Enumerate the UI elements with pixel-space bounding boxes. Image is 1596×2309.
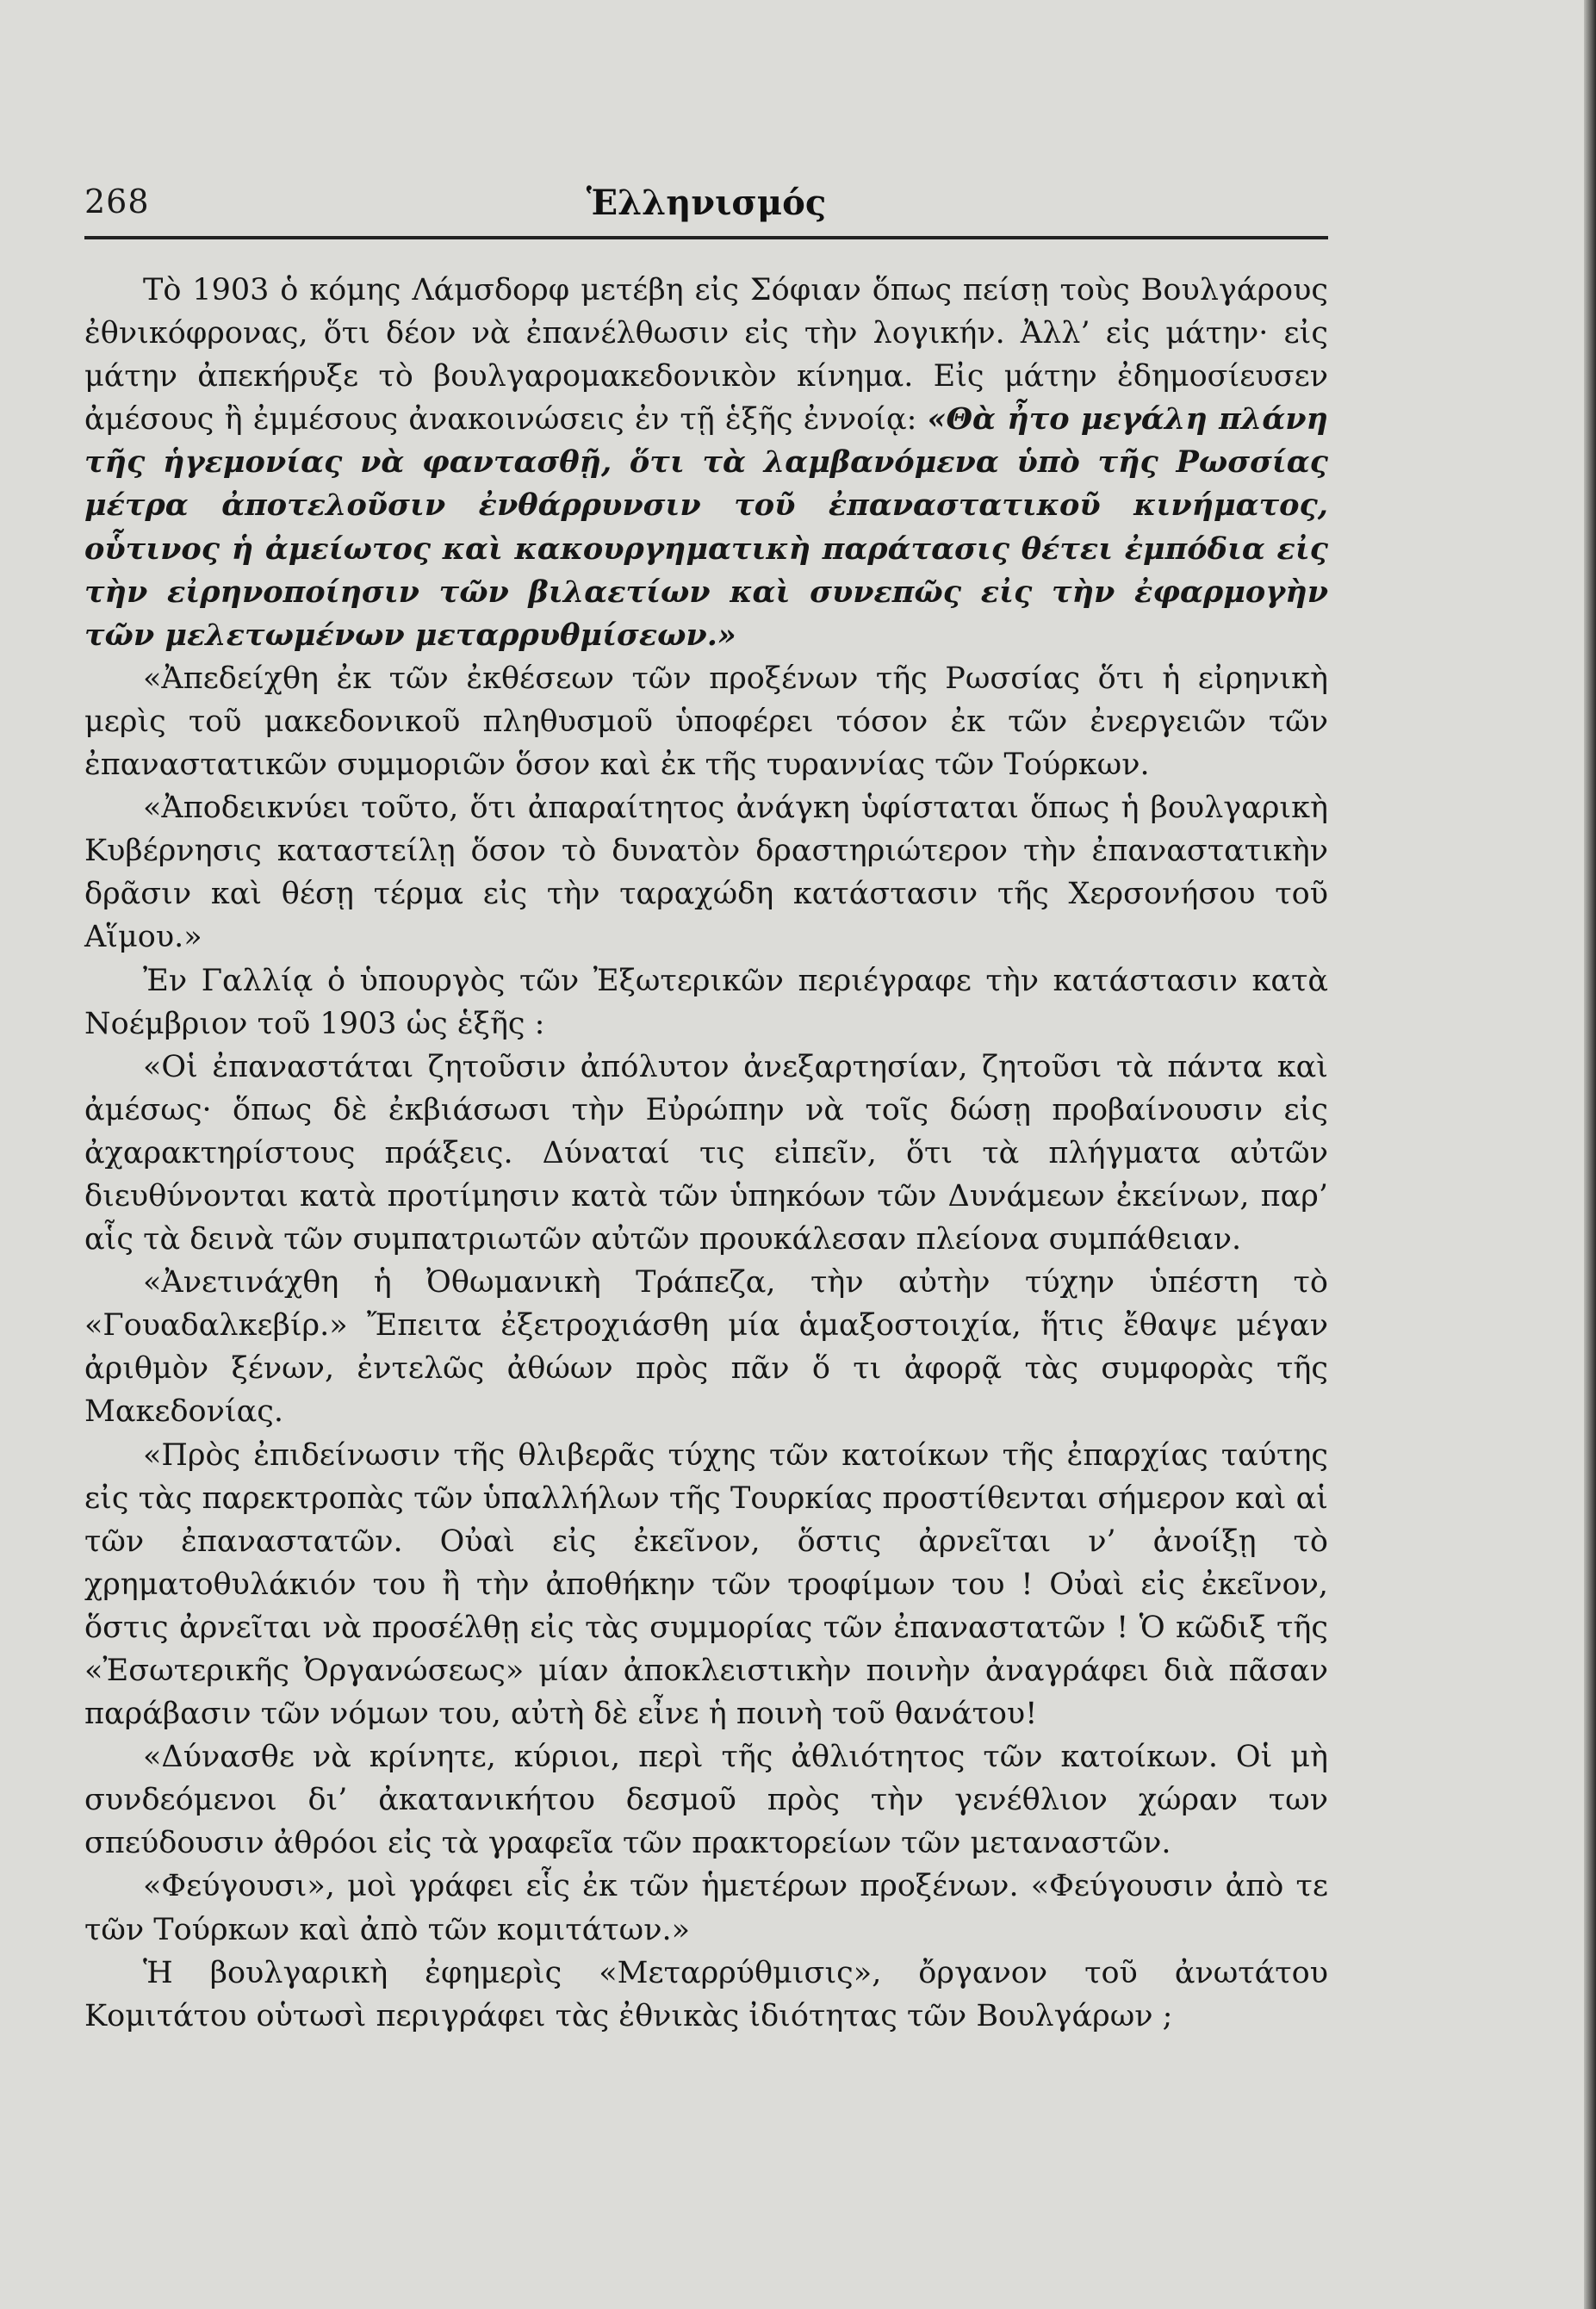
running-title: Ἑλληνισμός bbox=[586, 183, 827, 223]
paragraph: «Ἀποδεικνύει τοῦτο, ὅτι ἀπαραίτητος ἀνάγκη ὑφίσταται ὅπως ἡ βουλγαρικὴ Κυβέρνησις καταστείλῃ ὅσον τὸ δυνατὸν δραστηριώτερον τὴν ἐπαναστατικὴν δρᾶσιν καὶ θέσῃ τέρμα εἰς τὴν ταραχώδη κατάστασιν τῆς Χερσονήσου τοῦ Αἵμου.» bbox=[84, 791, 1328, 955]
quoted-statement: «Θὰ ἦτο μεγάλη πλάνη τῆς ἡγεμονίας νὰ φαντασθῇ, ὅτι τὰ λαμβανόμενα ὑπὸ τῆς Ρωσσίας μέτρα ἀποτελοῦσιν ἐνθάρρυνσιν τοῦ ἐπαναστατικοῦ κινήματος, οὗτινος ἡ ἀμείωτος καὶ κακουργηματικὴ παράτασις θέτει ἐμπόδια εἰς τὴν εἰρηνοποίησιν τῶν βιλαετίων καὶ συνεπῶς εἰς τὴν ἐφαρμογὴν τῶν μελετωμένων μεταρρυθμίσεων.» bbox=[84, 401, 1328, 653]
paragraph: «Πρὸς ἐπιδείνωσιν τῆς θλιβερᾶς τύχης τῶν κατοίκων τῆς ἐπαρχίας ταύτης εἰς τὰς παρεκτροπὰς τῶν ὑπαλλήλων τῆς Τουρκίας προστίθενται σήμερον καὶ αἱ τῶν ἐπαναστατῶν. Οὐαὶ εἰς ἐκεῖνον, ὅστις ἀρνεῖται ν’ ἀνοίξῃ τὸ χρηματοθυλάκιόν του ἢ τὴν ἀποθήκην τῶν τροφίμων του ! Οὐαὶ εἰς ἐκεῖνον, ὅστις ἀρνεῖται νὰ προσέλθῃ εἰς τὰς συμμορίας τῶν ἐπαναστατῶν ! Ὁ κῶδιξ τῆς «Ἐσωτερικῆς Ὀργανώσεως» μίαν ἀποκλειστικὴν ποινὴν ἀναγράφει διὰ πᾶσαν παράβασιν τῶν νόμων του, αὐτὴ δὲ εἶνε ἡ ποινὴ τοῦ θανάτου! bbox=[84, 1437, 1328, 1732]
header-rule bbox=[84, 236, 1328, 239]
body-text bbox=[84, 269, 1328, 2038]
paragraph-lead: Τὸ 1903 ὁ κόμης Λάμσδορφ μετέβη εἰς Σόφιαν ὅπως πείσῃ τοὺς Βουλγάρους ἐθνικόφρονας, ὅτι δέον νὰ ἐπανέλθωσιν εἰς τὴν λογικήν. Ἀλλ’ εἰς μάτην· εἰς μάτην ἀπεκήρυξε τὸ βουλγαρομακεδονικὸν κίνημα. Εἰς μάτην ἐδημοσίευσεν ἀμέσους ἢ ἐμμέσους ἀνακοινώσεις ἐν τῇ ἑξῆς ἐννοίᾳ: bbox=[84, 273, 1328, 438]
paragraph bbox=[84, 269, 1328, 657]
paragraph: «Ἀπεδείχθη ἐκ τῶν ἐκθέσεων τῶν προξένων τῆς Ρωσσίας ὅτι ἡ εἰρηνικὴ μερὶς τοῦ μακεδονικοῦ πληθυσμοῦ ὑποφέρει τόσον ἐκ τῶν ἐνεργειῶν τῶν ἐπαναστατικῶν συμμοριῶν ὅσον καὶ ἐκ τῆς τυραννίας τῶν Τούρκων. bbox=[84, 661, 1328, 783]
page-header bbox=[84, 183, 1328, 234]
paragraph: «Φεύγουσι», μοὶ γράφει εἷς ἐκ τῶν ἡμετέρων προξένων. «Φεύγουσιν ἀπὸ τε τῶν Τούρκων καὶ ἀπὸ τῶν κομιτάτων.» bbox=[84, 1869, 1328, 1947]
paragraph: «Δύνασθε νὰ κρίνητε, κύριοι, περὶ τῆς ἀθλιότητος τῶν κατοίκων. Οἱ μὴ συνδεόμενοι δι’ ἀκατανικήτου δεσμοῦ πρὸς τὴν γενέθλιον χώραν των σπεύδουσιν ἀθρόοι εἰς τὰ γραφεῖα τῶν πρακτορείων τῶν μεταναστῶν. bbox=[84, 1740, 1328, 1861]
paragraph: «Οἱ ἐπαναστάται ζητοῦσιν ἀπόλυτον ἀνεξαρτησίαν, ζητοῦσι τὰ πάντα καὶ ἀμέσως· ὅπως δὲ ἐκβιάσωσι τὴν Εὐρώπην νὰ τοῖς δώσῃ προβαίνουσιν εἰς ἀχαρακτηρίστους πράξεις. Δύναταί τις εἰπεῖν, ὅτι τὰ πλήγματα αὐτῶν διευθύνονται κατὰ προτίμησιν κατὰ τῶν ὑπηκόων τῶν Δυνάμεων ἐκείνων, παρ’ αἷς τὰ δεινὰ τῶν συμπατριωτῶν αὐτῶν προυκάλεσαν πλείονα συμπάθειαν. bbox=[84, 1049, 1328, 1257]
paragraph: «Ἀνετινάχθη ἡ Ὀθωμανικὴ Τράπεζα, τὴν αὐτὴν τύχην ὑπέστη τὸ «Γουαδαλκεβίρ.» Ἔπειτα ἐξετροχιάσθη μία ἁμαξοστοιχία, ἥτις ἔθαψε μέγαν ἀριθμὸν ξένων, ἐντελῶς ἀθώων πρὸς πᾶν ὅ τι ἀφορᾷ τὰς συμφορὰς τῆς Μακεδονίας. bbox=[84, 1265, 1328, 1430]
page-number: 268 bbox=[84, 183, 150, 220]
paragraph: Ἡ βουλγαρικὴ ἐφημερὶς «Μεταρρύθμισις», ὄργανον τοῦ ἀνωτάτου Κομιτάτου οὑτωσὶ περιγράφει τὰς ἐθνικὰς ἰδιότητας τῶν Βουλγάρων ; bbox=[84, 1955, 1328, 2033]
paragraph: Ἐν Γαλλίᾳ ὁ ὑπουργὸς τῶν Ἐξωτερικῶν περιέγραφε τὴν κατάστασιν κατὰ Νοέμβριον τοῦ 1903 ὡς ἑξῆς : bbox=[84, 963, 1328, 1041]
